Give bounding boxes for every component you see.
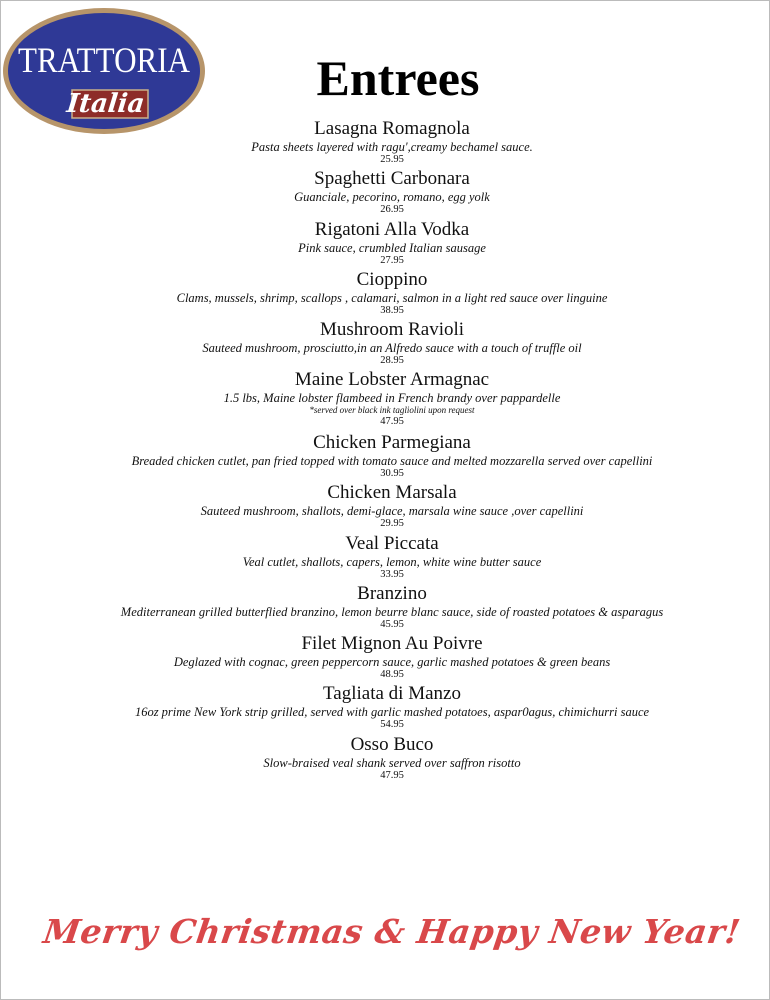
- item-price: 29.95: [380, 518, 404, 530]
- entrees-menu: [0, 118, 770, 784]
- item-price: 54.95: [380, 719, 404, 731]
- menu-item: [0, 432, 770, 482]
- item-price: 47.95: [380, 416, 404, 428]
- logo-bottom-text: Italia: [65, 89, 147, 119]
- holiday-greeting: Merry Christmas & Happy New Year!: [41, 912, 743, 951]
- menu-item: [0, 583, 770, 633]
- item-name: Spaghetti Carbonara: [314, 168, 470, 190]
- item-name: Mushroom Ravioli: [319, 319, 465, 341]
- item-name: Chicken Parmegiana: [313, 431, 471, 453]
- item-name: Osso Buco: [350, 733, 434, 755]
- item-name: Chicken Marsala: [327, 482, 457, 504]
- item-price: 25.95: [380, 154, 404, 165]
- item-description: 1.5 lbs, Maine lobster flambeed in French brandy over pappardelle: [223, 391, 561, 406]
- item-description: Sauteed mushroom, shallots, demi-glace, marsala wine sauce ,over capellini: [200, 504, 584, 519]
- item-description: Clams, mussels, shrimp, scallops , calamari, salmon in a light red sauce over linguine: [176, 290, 608, 305]
- item-price: 33.95: [380, 568, 404, 580]
- logo-top-text: TRATTORIA: [18, 40, 190, 80]
- item-price: 48.95: [380, 669, 404, 681]
- menu-item: [0, 369, 770, 432]
- item-description: Sauteed mushroom, prosciutto,in an Alfredo sauce with a touch of truffle oil: [202, 341, 582, 356]
- item-name: Filet Mignon Au Poivre: [301, 633, 483, 655]
- menu-item: [0, 219, 770, 269]
- item-description: Pink sauce, crumbled Italian sausage: [298, 240, 486, 255]
- menu-item: [0, 533, 770, 583]
- menu-item: [0, 734, 770, 784]
- item-description: 16oz prime New York strip grilled, served with garlic mashed potatoes, aspar0agus, chimichurri sauce: [134, 705, 650, 720]
- item-description: Slow-braised veal shank served over saffron risotto: [263, 755, 521, 770]
- menu-item: [0, 168, 770, 218]
- item-name: Lasagna Romagnola: [314, 118, 470, 139]
- menu-item: [0, 269, 770, 319]
- item-description: Pasta sheets layered with ragu',creamy bechamel sauce.: [251, 140, 533, 154]
- item-price: 45.95: [380, 618, 404, 630]
- item-name: Maine Lobster Armagnac: [294, 369, 490, 391]
- item-name: Cioppino: [356, 268, 428, 290]
- item-description: Mediterranean grilled butterflied branzino, lemon beurre blanc sauce, side of roasted potatoes & asparagus: [120, 604, 664, 619]
- menu-item: [0, 683, 770, 733]
- item-name: Veal Piccata: [345, 532, 439, 554]
- item-description: Breaded chicken cutlet, pan fried topped with tomato sauce and melted mozzarella served over capellini: [131, 453, 653, 468]
- item-description: Guanciale, pecorino, romano, egg yolk: [294, 190, 490, 205]
- menu-item: [0, 319, 770, 369]
- page-title: Entrees: [316, 50, 480, 106]
- item-price: 28.95: [380, 355, 404, 367]
- menu-item: [0, 633, 770, 683]
- item-description: Deglazed with cognac, green peppercorn sauce, garlic mashed potatoes & green beans: [173, 655, 611, 670]
- item-name: Branzino: [357, 582, 427, 604]
- item-price: 27.95: [380, 254, 404, 266]
- item-description: Veal cutlet, shallots, capers, lemon, white wine butter sauce: [242, 554, 542, 569]
- item-price: 47.95: [380, 769, 404, 781]
- item-note: *served over black ink tagliolini upon request: [309, 405, 475, 416]
- item-name: Tagliata di Manzo: [323, 683, 461, 705]
- menu-item: [0, 118, 770, 168]
- item-name: Rigatoni Alla Vodka: [314, 218, 470, 240]
- menu-item: [0, 482, 770, 532]
- item-price: 30.95: [380, 467, 404, 479]
- item-price: 38.95: [380, 304, 404, 316]
- item-price: 26.95: [380, 204, 404, 216]
